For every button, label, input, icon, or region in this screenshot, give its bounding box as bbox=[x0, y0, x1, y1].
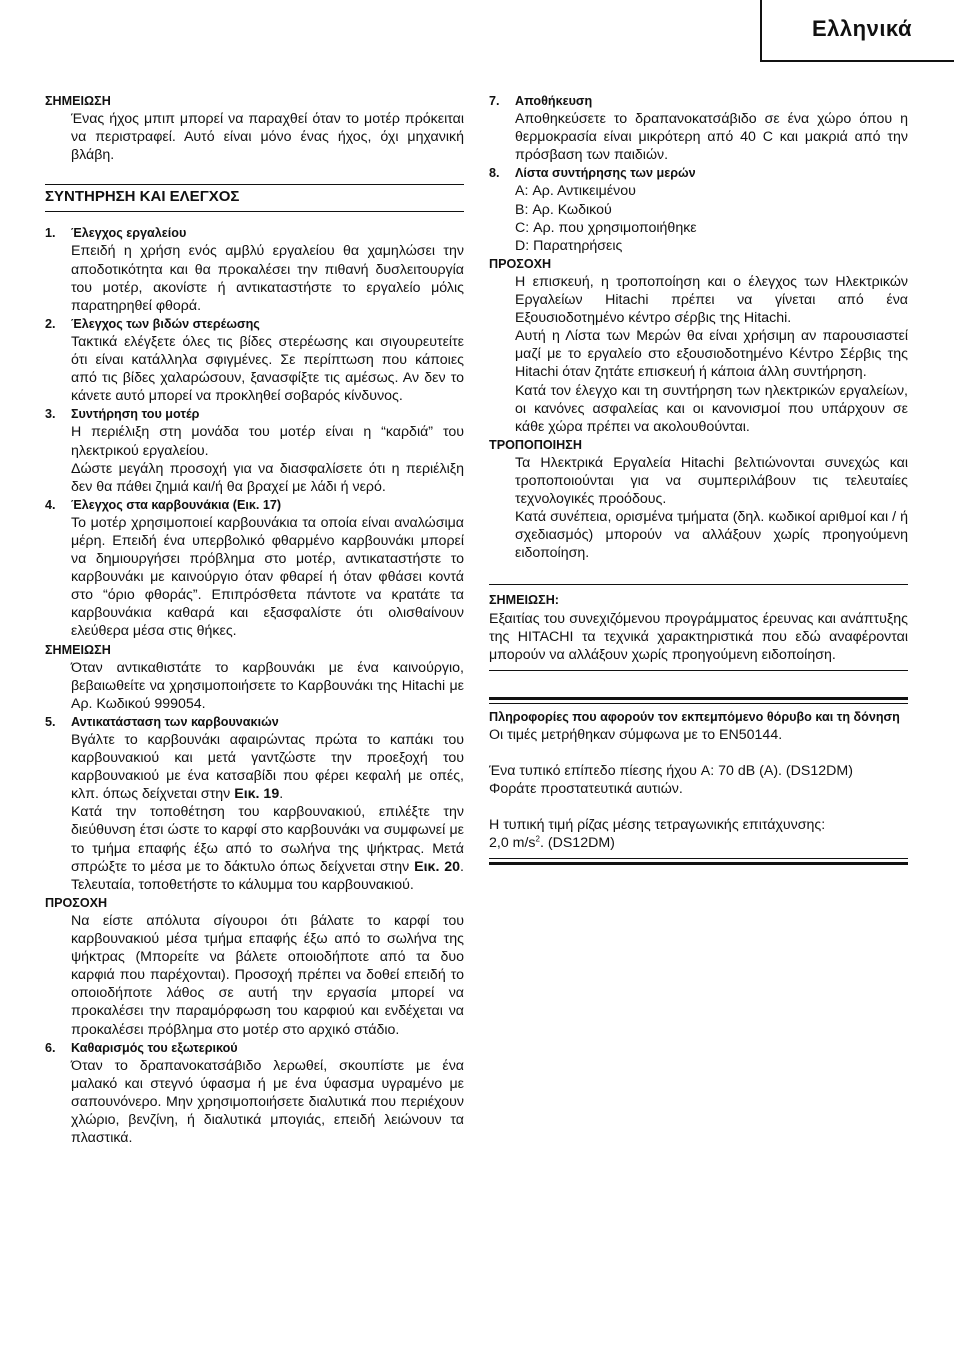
figure-ref: Εικ. 20 bbox=[414, 858, 461, 875]
list-item: A: Αρ. Αντικειμένου bbox=[515, 183, 636, 200]
item-text-part: . bbox=[279, 786, 284, 803]
item-text bbox=[45, 803, 464, 893]
noise-text: Η τυπική τιμή ρίζας μέσης τετραγωνικής επιτάχυνσης: bbox=[489, 817, 826, 834]
noise-value bbox=[489, 834, 908, 852]
item-text: Η περιέλιξη στη μονάδα του μοτέρ είναι η “καρδιά” του ηλεκτρικού εργαλείου. bbox=[71, 424, 464, 459]
item-text-part: . Τελευταία, τοποθετήστε το κάλυμμα του καρβουνακιού. bbox=[71, 858, 464, 893]
caution-text: Κατά τον έλεγχο και τη συντήρηση των ηλεκτρικών εργαλείων, οι κανόνες ασφαλείας και οι κανονισμοί που υπάρχουν σε κάθε χώρα πρέπει να ακολουθούνται. bbox=[515, 382, 908, 435]
item-number: 5. bbox=[45, 714, 56, 729]
item-title: Συντήρηση του μοτέρ bbox=[71, 407, 200, 422]
item-text: Αποθηκεύσετε το δραπανοκατσάβιδο σε ένα χώρο όπου η θερμοκρασία είναι μικρότερη από 40 C και μακριά από την πρόσβαση των παιδιών. bbox=[515, 111, 908, 164]
item-number: 7. bbox=[489, 94, 500, 108]
noise-value-sup: 2 bbox=[535, 834, 540, 844]
list-item: C: Αρ. που χρησιμοποιήθηκε bbox=[515, 219, 697, 236]
noise-title: Πληροφορίες που αφορούν τον εκπεμπόμενο θόρυβο και τη δόνηση bbox=[489, 709, 900, 724]
noise-value-end: . (DS12DM) bbox=[539, 835, 615, 852]
caution-text: Η επισκευή, η τροποποίηση και ο έλεγχος των Ηλεκτρικών Εργαλείων Hitachi πρέπει να γίνεται από ένα Εξουσιοδοτημένο κέντρο σέρβις της Hitachi. bbox=[515, 273, 908, 327]
item-heading bbox=[45, 224, 464, 242]
item-title: Καθαρισμός του εξωτερικού bbox=[71, 1040, 238, 1055]
item-heading bbox=[45, 1039, 464, 1057]
item-title: Έλεγχος εργαλείου bbox=[71, 226, 187, 241]
caution-text: Να είστε απόλυτα σίγουροι ότι βάλατε το καρφί του καρβουνακιού μέσα τμήμα επαφής έξω από το σωλήνα της ψήκτρας (Μπορείτε να βάλετε οποιοδήποτε από τα δυο καρφιά που παρέχονται). Προσοχή πρέπει να δοθεί επειδή το οποιοδήποτε λάθος σε αυτή την εργασία μπορεί να προκαλέσει την παραμόρφωση του καρφιού και ενδέχεται να προκαλέσει πρόβλημα στο μοτέρ στο αρχικό στάδιο. bbox=[71, 912, 464, 1038]
item-number: 2. bbox=[45, 316, 56, 331]
divider bbox=[489, 862, 908, 865]
spacer bbox=[489, 798, 908, 816]
item-title: Αποθήκευση bbox=[515, 94, 593, 108]
item-title: Έλεγχος στα καρβουνάκια (Εικ. 17) bbox=[71, 497, 282, 512]
item-title: Λίστα συντήρησης των μερών bbox=[515, 166, 696, 181]
modification-text: Κατά συνέπεια, ορισμένα τμήματα (δηλ. κωδικοί αριθμοί και / ή σχεδιασμός) μπορούν να αλλάξουν χωρίς προηγούμενη ειδοποίηση. bbox=[515, 509, 908, 562]
divider bbox=[489, 697, 908, 700]
note-label: ΣΗΜΕΙΩΣΗ bbox=[45, 642, 111, 657]
note-box bbox=[489, 584, 908, 663]
caution-label: ΠΡΟΣΟΧΗ bbox=[45, 895, 108, 910]
item-text-part: Κατά την τοποθέτηση του καρβουνακιού, επιλέξτε την διεύθυνση έτσι ώστε το καρφί στο καρβουνάκι να συμφωνεί με το τμήμα επαφής έξω από το σωλήνα της ψήκτρας. Μετά σπρώξτε το μέσα με το δάκτυλο όπως δείχνεται στην bbox=[71, 804, 464, 875]
item-title: Αντικατάσταση των καρβουνακιών bbox=[71, 714, 279, 729]
list-item: D: Παρατηρήσεις bbox=[515, 237, 623, 254]
item-text: Δώστε μεγάλη προσοχή για να διασφαλίσετε ότι η περιέλιξη δεν θα πάθει ζημιά και/ή θα βραχεί με λάδι ή νερό. bbox=[71, 460, 464, 495]
note-label: ΣΗΜΕΙΩΣΗ bbox=[45, 94, 111, 108]
divider bbox=[489, 670, 908, 671]
modification-text: Τα Ηλεκτρικά Εργαλεία Hitachi βελτιώνονται συνεχώς και τροποποιούνται για να συμπεριλάβουν τις τελευταίες τεχνολογικές προόδους. bbox=[515, 454, 908, 508]
note-label: ΣΗΜΕΙΩΣΗ: bbox=[489, 593, 559, 608]
list-item: B: Αρ. Κωδικού bbox=[515, 201, 612, 218]
noise-text: Ένα τυπικό επίπεδο πίεσης ήχου A: 70 dB (A). (DS12DM) bbox=[489, 763, 853, 779]
figure-ref: Εικ. 19 bbox=[234, 786, 280, 803]
item-heading bbox=[45, 496, 464, 514]
item-number: 1. bbox=[45, 226, 56, 241]
item-number: 6. bbox=[45, 1040, 56, 1055]
left-column bbox=[45, 92, 464, 1147]
item-text: Όταν το δραπανοκατσάβιδο λερωθεί, σκουπίστε με ένα μαλακό και στεγνό ύφασμα ή με ένα ύφασμα υγραμένο με σαπουνόνερο. Μην χρησιμοποιήσετε διαλυτικά που περιέχουν χλώριο, βενζίνη, ή διαλυτικά μπογιάς, επειδή λειώνουν τα πλαστικά. bbox=[71, 1057, 464, 1147]
item-text: Τακτικά ελέγξετε όλες τις βίδες στερέωσης και σιγουρευτείτε ότι είναι κατάλληλα σφιγμένες. Σε περίπτωση που κάποιες από τις βίδες χαλαρώσουν, ξανασφίξτε τις αμέσως. Αν δεν το κάνετε αυτό μπορεί να προκληθεί σοβαρός κίνδυνος. bbox=[71, 333, 464, 405]
parts-list bbox=[489, 182, 908, 254]
item-heading bbox=[45, 315, 464, 333]
caution-label: ΠΡΟΣΟΧΗ bbox=[489, 256, 552, 271]
item-heading bbox=[45, 405, 464, 423]
item-text bbox=[45, 731, 464, 803]
spacer bbox=[489, 744, 908, 762]
item-text-part: Βγάλτε το καρβουνάκι αφαιρώντας πρώτα το καπάκι του καρβουνακιού και μετά γαντζώστε την προεξοχή του καρβουνακιού με ένα κατσαβίδι που φέρει κεφαλή με οπές, κλπ. όπως δείχνεται στην bbox=[71, 732, 464, 803]
right-column bbox=[489, 92, 908, 865]
item-text: Επειδή η χρήση ενός αμβλύ εργαλείου θα χαμηλώσει την αποδοτικότητα και θα προκαλέσει την πιθανή δυσλειτουργία του μοτέρ, ακονίστε ή αντικαταστήστε το εργαλείο μόλις παρατηρηθεί φθορά. bbox=[71, 243, 464, 314]
language-label: Ελληνικά bbox=[812, 16, 912, 41]
item-text: Το μοτέρ χρησιμοποιεί καρβουνάκια τα οποία είναι αναλώσιμα μέρη. Επειδή ένα υπερβολικό φθαρμένο καρβουνάκι μπορεί να δημιουργήσει πρόβλημα στο μοτέρ, αντικαταστήστε το καρβουνάκι με καινούργιο όταν φθαρεί ή όταν φθάσει κοντά στο “όριο φθοράς”. Επιπρόσθετα πάντοτε να κρατάτε τα καρβουνάκια καθαρά και εξασφαλίστε ότι ολισθαίνουν ελεύθερα μέσα στις θήκες. bbox=[71, 514, 464, 640]
section-title: ΣΥΝΤΗΡΗΣΗ ΚΑΙ ΕΛΕΓΧΟΣ bbox=[45, 184, 464, 212]
noise-text: Οι τιμές μετρήθηκαν σύμφωνα με το EN50144. bbox=[489, 726, 783, 743]
item-title: Έλεγχος των βιδών στερέωσης bbox=[71, 316, 260, 331]
item-number: 8. bbox=[489, 166, 500, 181]
item-number: 4. bbox=[45, 497, 56, 512]
divider bbox=[489, 858, 908, 859]
item-heading bbox=[45, 713, 464, 731]
language-tab bbox=[760, 0, 954, 62]
noise-text: Φοράτε προστατευτικά αυτιών. bbox=[489, 781, 683, 798]
noise-box bbox=[489, 703, 908, 853]
caution-text: Αυτή η Λίστα των Μερών θα είναι χρήσιμη αν παρουσιαστεί μαζί με το εργαλείο στο εξουσιοδοτημένο Κέντρο Σέρβις της Hitachi όταν ζητάτε επισκευή ή κάποια άλλη συντήρηση. bbox=[515, 328, 908, 381]
noise-value-number: 2,0 m/s bbox=[489, 835, 536, 852]
item-number: 3. bbox=[45, 407, 56, 422]
note-text: Εξαιτίας του συνεχιζόμενου προγράμματος έρευνας και ανάπτυξης της HITACHI τα τεχνικά χαρακτηριστικά που εδώ αναφέρονται μπορούν να αλλάξουν χωρίς προηγούμενη ειδοποίηση. bbox=[489, 610, 908, 663]
item-heading bbox=[489, 164, 908, 182]
note-text: Ένας ήχος μπιπ μπορεί να παραχθεί όταν το μοτέρ πρόκειται να περιστραφεί. Αυτό είναι μόνο ένας ήχος, όχι μηχανική βλάβη. bbox=[71, 111, 464, 164]
item-heading bbox=[489, 92, 908, 110]
note-text: Όταν αντικαθιστάτε το καρβουνάκι με ένα καινούργιο, βεβαιωθείτε να χρησιμοποιήσετε το Καρβουνάκι της Hitachi με Αρ. Κωδικού 999054. bbox=[71, 659, 464, 712]
modification-label: ΤΡΟΠΟΠΟΙΗΣΗ bbox=[489, 437, 582, 452]
